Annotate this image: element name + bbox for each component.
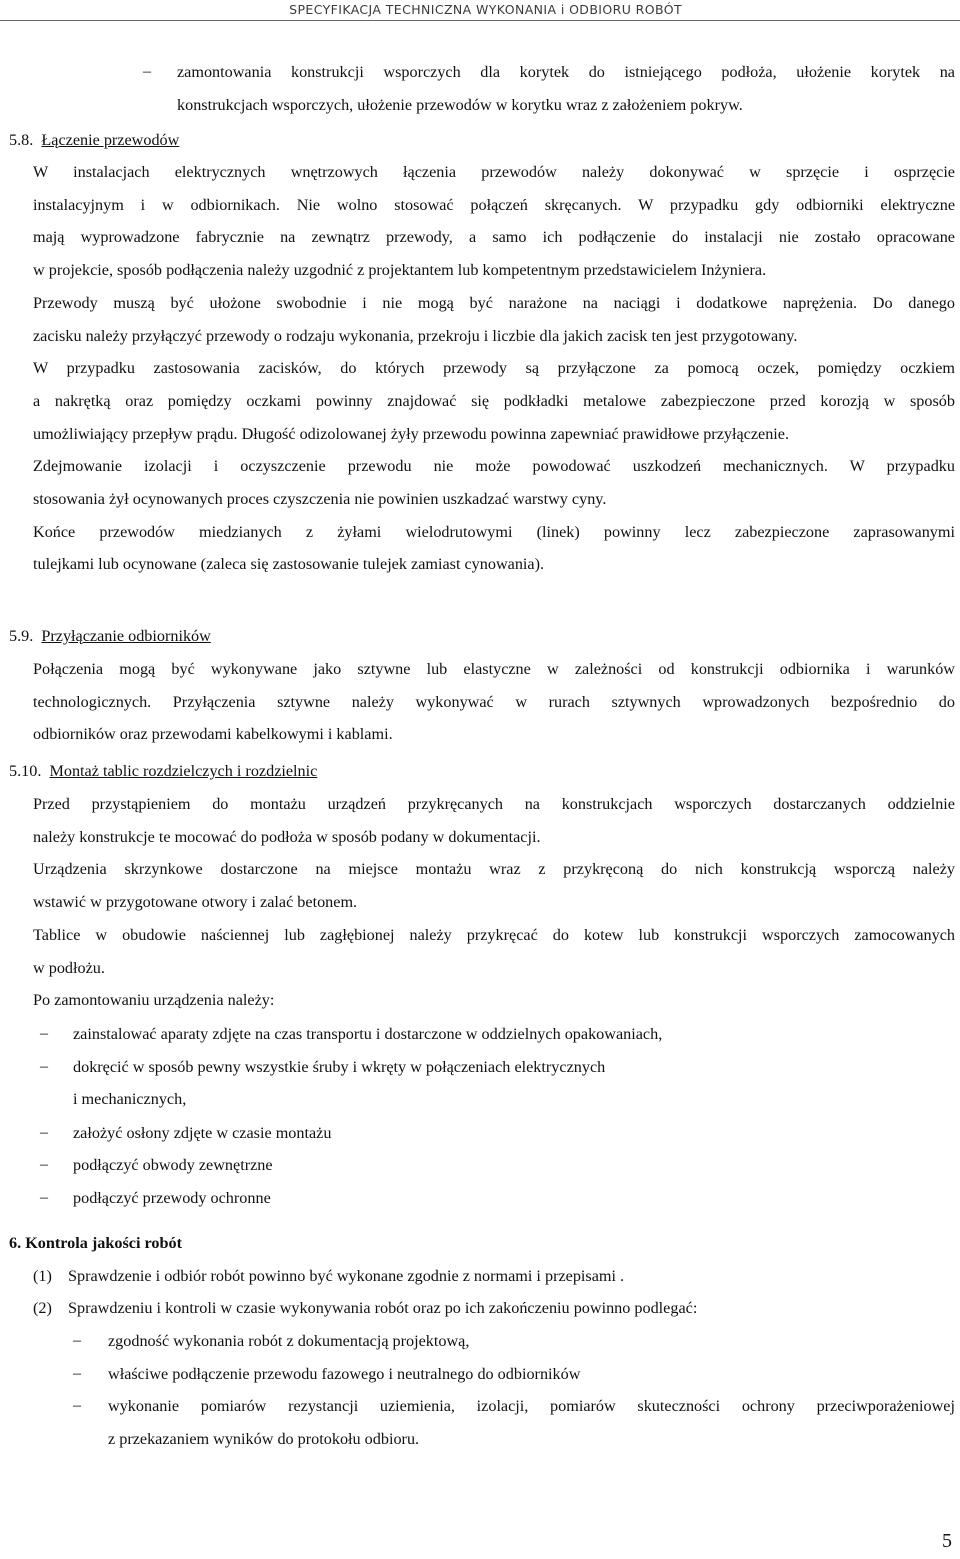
text-line: umożliwiający przepływ prądu. Długość odizolowanej żyły przewodu powinna zapewniać prawidłowe przyłączenie. xyxy=(33,424,790,443)
text-line: należy konstrukcje te mocować do podłoża w sposób podany w dokumentacji. xyxy=(33,827,541,846)
text-line: z przekazaniem wyników do protokołu odbioru. xyxy=(108,1429,420,1448)
list-dash: – xyxy=(40,1156,48,1173)
list-item xyxy=(108,1390,955,1455)
text-line: stosowania żył ocynowanych proces czyszczenia nie powinien uszkadzać warstwy cyny. xyxy=(33,490,607,509)
numbered-item-number: (2) xyxy=(33,1299,52,1317)
text-line: w podłożu. xyxy=(33,958,105,977)
list-item: założyć osłony zdjęte w czasie montażu xyxy=(73,1124,332,1142)
text-line: instalacyjnym i w odbiornikach. Nie wolno stosować połączeń skręcanych. W przypadku gdy odbiorniki elektryczne xyxy=(33,195,955,214)
text-line: Tablice w obudowie naściennej lub zagłębionej należy przykręcać do kotew lub konstrukcji wsporczych zamocowanych xyxy=(33,925,955,944)
text-line: a nakrętką oraz pomiędzy oczkami powinny znajdować się podkładki metalowe zabezpieczone przed korozją w sposób xyxy=(33,391,955,410)
text-line: W instalacjach elektrycznych wnętrzowych łączenia przewodów należy dokonywać w sprzęcie i osprzęcie xyxy=(33,163,955,181)
header-title: SPECYFIKACJA TECHNICZNA WYKONANIA i ODBIORU ROBÓT xyxy=(289,2,682,17)
text-line: tulejkami lub ocynowane (zaleca się zastosowanie tulejek zamiast cynowania). xyxy=(33,555,545,574)
numbered-item-number: (1) xyxy=(33,1267,52,1285)
section-number: 5.9. xyxy=(9,627,34,645)
list-item: podłączyć obwody zewnętrzne xyxy=(73,1156,273,1174)
chapter-heading: 6. Kontrola jakości robót xyxy=(9,1234,182,1252)
section-heading-5-8 xyxy=(9,124,179,157)
list-dash: – xyxy=(40,1025,48,1042)
list-item: zainstalować aparaty zdjęte na czas transportu i dostarczone w oddzielnych opakowaniach, xyxy=(73,1025,663,1043)
list-dash: – xyxy=(73,1397,81,1414)
numbered-item-text: Sprawdzenie i odbiór robót powinno być wykonane zgodnie z normami i przepisami . xyxy=(68,1267,625,1285)
intro-item xyxy=(177,56,955,121)
list-item: podłączyć przewody ochronne xyxy=(73,1189,271,1207)
section-number: 5.8. xyxy=(9,131,34,149)
section-title: Łączenie przewodów xyxy=(41,131,180,149)
section-heading-5-10 xyxy=(9,755,317,788)
text-line: Po zamontowaniu urządzenia należy: xyxy=(33,991,275,1010)
list-dash: – xyxy=(40,1189,48,1206)
text-line: Połączenia mogą być wykonywane jako sztywne lub elastyczne w zależności od konstrukcji odbiornika i warunków xyxy=(33,660,955,678)
text-line: konstrukcjach wsporczych, ułożenie przewodów w korytku wraz z założeniem pokryw. xyxy=(177,95,743,114)
section-heading-5-9 xyxy=(9,620,211,653)
list-dash: – xyxy=(40,1124,48,1141)
text-line: Zdejmowanie izolacji i oczyszczenie przewodu nie może powodować uszkodzeń mechanicznych. W przypadku xyxy=(33,457,955,476)
text-line: Urządzenia skrzynkowe dostarczone na miejsce montażu wraz z przykręconą do nich konstrukcją wsporczą należy xyxy=(33,860,955,879)
page-number: 5 xyxy=(942,1530,952,1552)
text-line: W przypadku zastosowania zacisków, do których przewody są przyłączone za pomocą oczek, pomiędzy oczkiem xyxy=(33,359,955,378)
text-line: Końce przewodów miedzianych z żyłami wielodrutowymi (linek) powinny lecz zabezpieczone zaprasowanymi xyxy=(33,522,955,541)
text-line: zamontowania konstrukcji wsporczych dla korytek do istniejącego podłoża, ułożenie korytek na xyxy=(177,63,955,81)
text-line: mają wyprowadzone fabrycznie na zewnątrz przewody, a samo ich podłączenie do instalacji nie zostało opracowane xyxy=(33,228,955,247)
list-item-continuation: i mechanicznych, xyxy=(73,1090,187,1108)
text-line: Przed przystąpieniem do montażu urządzeń przykręcanych na konstrukcjach wsporczych dostarczanych oddzielnie xyxy=(33,795,955,813)
page-header xyxy=(0,0,960,21)
text-line: w projekcie, sposób podłączenia należy uzgodnić z projektantem lub kompetentnym przedstawicielem Inżyniera. xyxy=(33,261,767,280)
section-body-5-8 xyxy=(33,156,955,581)
list-item: zgodność wykonania robót z dokumentacją projektową, xyxy=(108,1332,470,1350)
list-item: dokręcić w sposób pewny wszystkie śruby i wkręty w połączeniach elektrycznych xyxy=(73,1058,606,1076)
list-dash: – xyxy=(40,1058,48,1075)
list-dash: – xyxy=(73,1365,81,1382)
section-title: Przyłączanie odbiorników xyxy=(41,627,211,645)
text-line: zacisku należy przyłączyć przewody o rodzaju wykonania, przekroju i liczbie dla jakich zacisk ten jest przygotowany. xyxy=(33,326,798,345)
text-line: Przewody muszą być ułożone swobodnie i nie mogą być narażone na naciągi i dodatkowe naprężenia. Do danego xyxy=(33,293,955,312)
text-line: wykonanie pomiarów rezystancji uziemienia, izolacji, pomiarów skuteczności ochrony przeciwporażeniowej xyxy=(108,1397,955,1415)
text-line: technologicznych. Przyłączenia sztywne należy wykonywać w rurach sztywnych wprowadzonych bezpośrednio do xyxy=(33,692,955,711)
section-number: 5.10. xyxy=(9,762,42,780)
text-line: wstawić w przygotowane otwory i zalać betonem. xyxy=(33,893,358,912)
list-dash: – xyxy=(143,63,151,80)
section-body-5-9 xyxy=(33,653,955,751)
list-item: właściwe podłączenie przewodu fazowego i neutralnego do odbiorników xyxy=(108,1365,581,1383)
numbered-item-text: Sprawdzeniu i kontroli w czasie wykonywania robót oraz po ich zakończeniu powinno podlegać: xyxy=(68,1299,698,1317)
text-line: odbiorników oraz przewodami kabelkowymi i kablami. xyxy=(33,725,393,744)
list-dash: – xyxy=(73,1332,81,1349)
section-title: Montaż tablic rozdzielczych i rozdzielnic xyxy=(49,762,318,780)
section-body-5-10 xyxy=(33,788,955,1017)
